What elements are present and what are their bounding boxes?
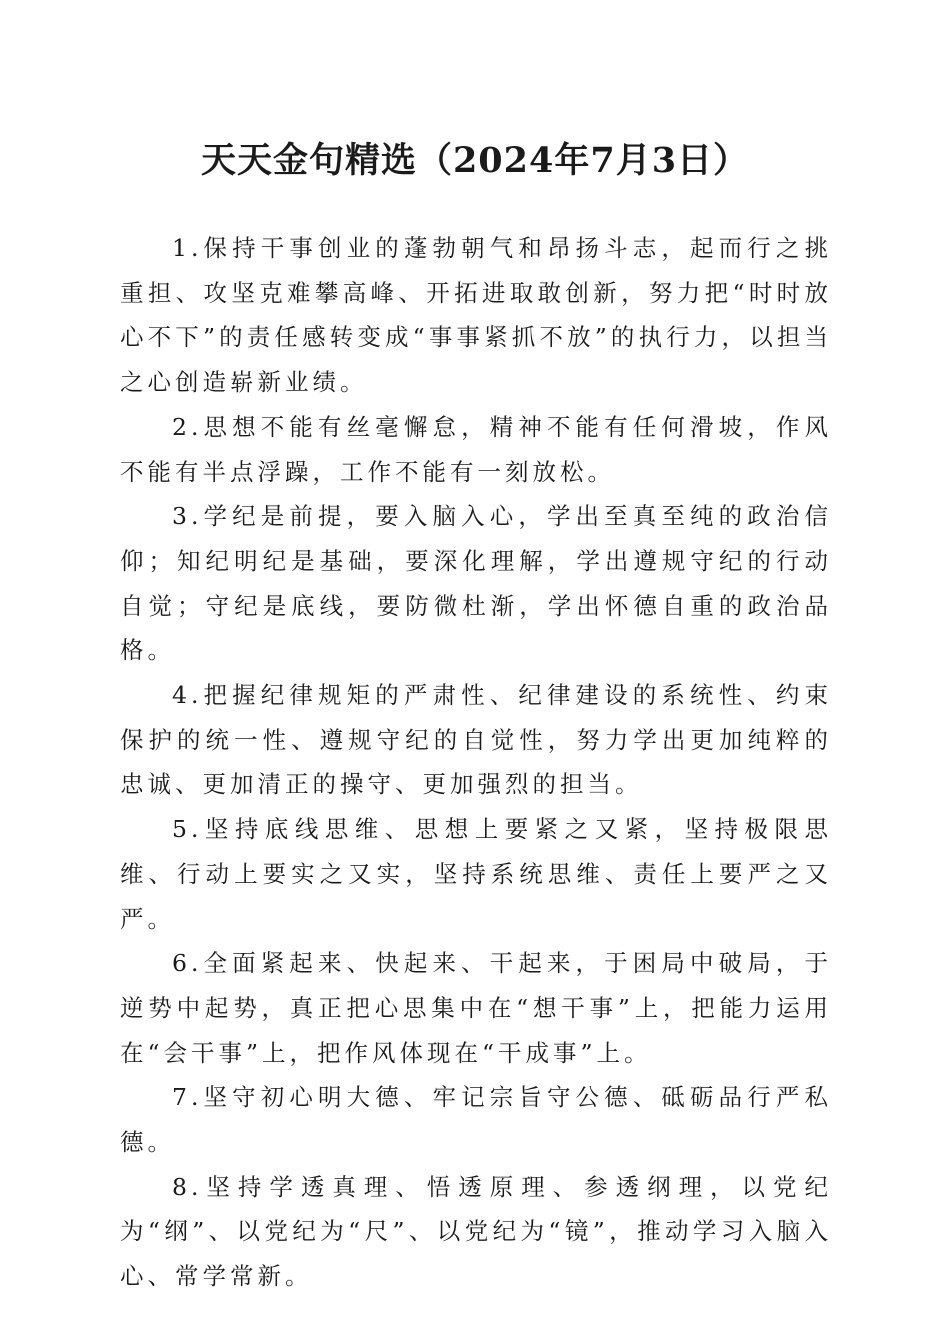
document-title: 天天金句精选（2024年7月3日） xyxy=(200,140,750,181)
paragraph-7: 7.坚守初心明大德、牢记宗旨守公德、砥砺品行严私德。 xyxy=(120,1083,832,1157)
paragraph-2: 2.思想不能有丝毫懈怠，精神不能有任何滑坡，作风不能有半点浮躁，工作不能有一刻放松。 xyxy=(120,412,832,486)
paragraph-8: 8.坚持学透真理、悟透原理、参透纲理，以党纪为“纲”、以党纪为“尺”、以党纪为“镜”，推动学习入脑入心、常学常新。 xyxy=(120,1172,832,1291)
paragraph-3: 3.学纪是前提，要入脑入心，学出至真至纯的政治信仰；知纪明纪是基础，要深化理解，学出遵规守纪的行动自觉；守纪是底线，要防微杜渐，学出怀德自重的政治品格。 xyxy=(120,502,832,665)
paragraph-6: 6.全面紧起来、快起来、干起来，于困局中破局，于逆势中起势，真正把心思集中在“想干事”上，把能力运用在“会干事”上，把作风体现在“干成事”上。 xyxy=(120,949,832,1067)
document-body xyxy=(120,226,832,1299)
paragraph-5: 5.坚持底线思维、思想上要紧之又紧，坚持极限思维、行动上要实之又实，坚持系统思维、责任上要严之又严。 xyxy=(120,815,832,933)
paragraph-4: 4.把握纪律规矩的严肃性、纪律建设的系统性、约束保护的统一性、遵规守纪的自觉性，努力学出更加纯粹的忠诚、更加清正的操守、更加强烈的担当。 xyxy=(120,681,832,799)
paragraph-1: 1.保持干事创业的蓬勃朝气和昂扬斗志，起而行之挑重担、攻坚克难攀高峰、开拓进取敢创新，努力把“时时放心不下”的责任感转变成“事事紧抓不放”的执行力，以担当之心创造崭新业绩。 xyxy=(120,234,832,397)
